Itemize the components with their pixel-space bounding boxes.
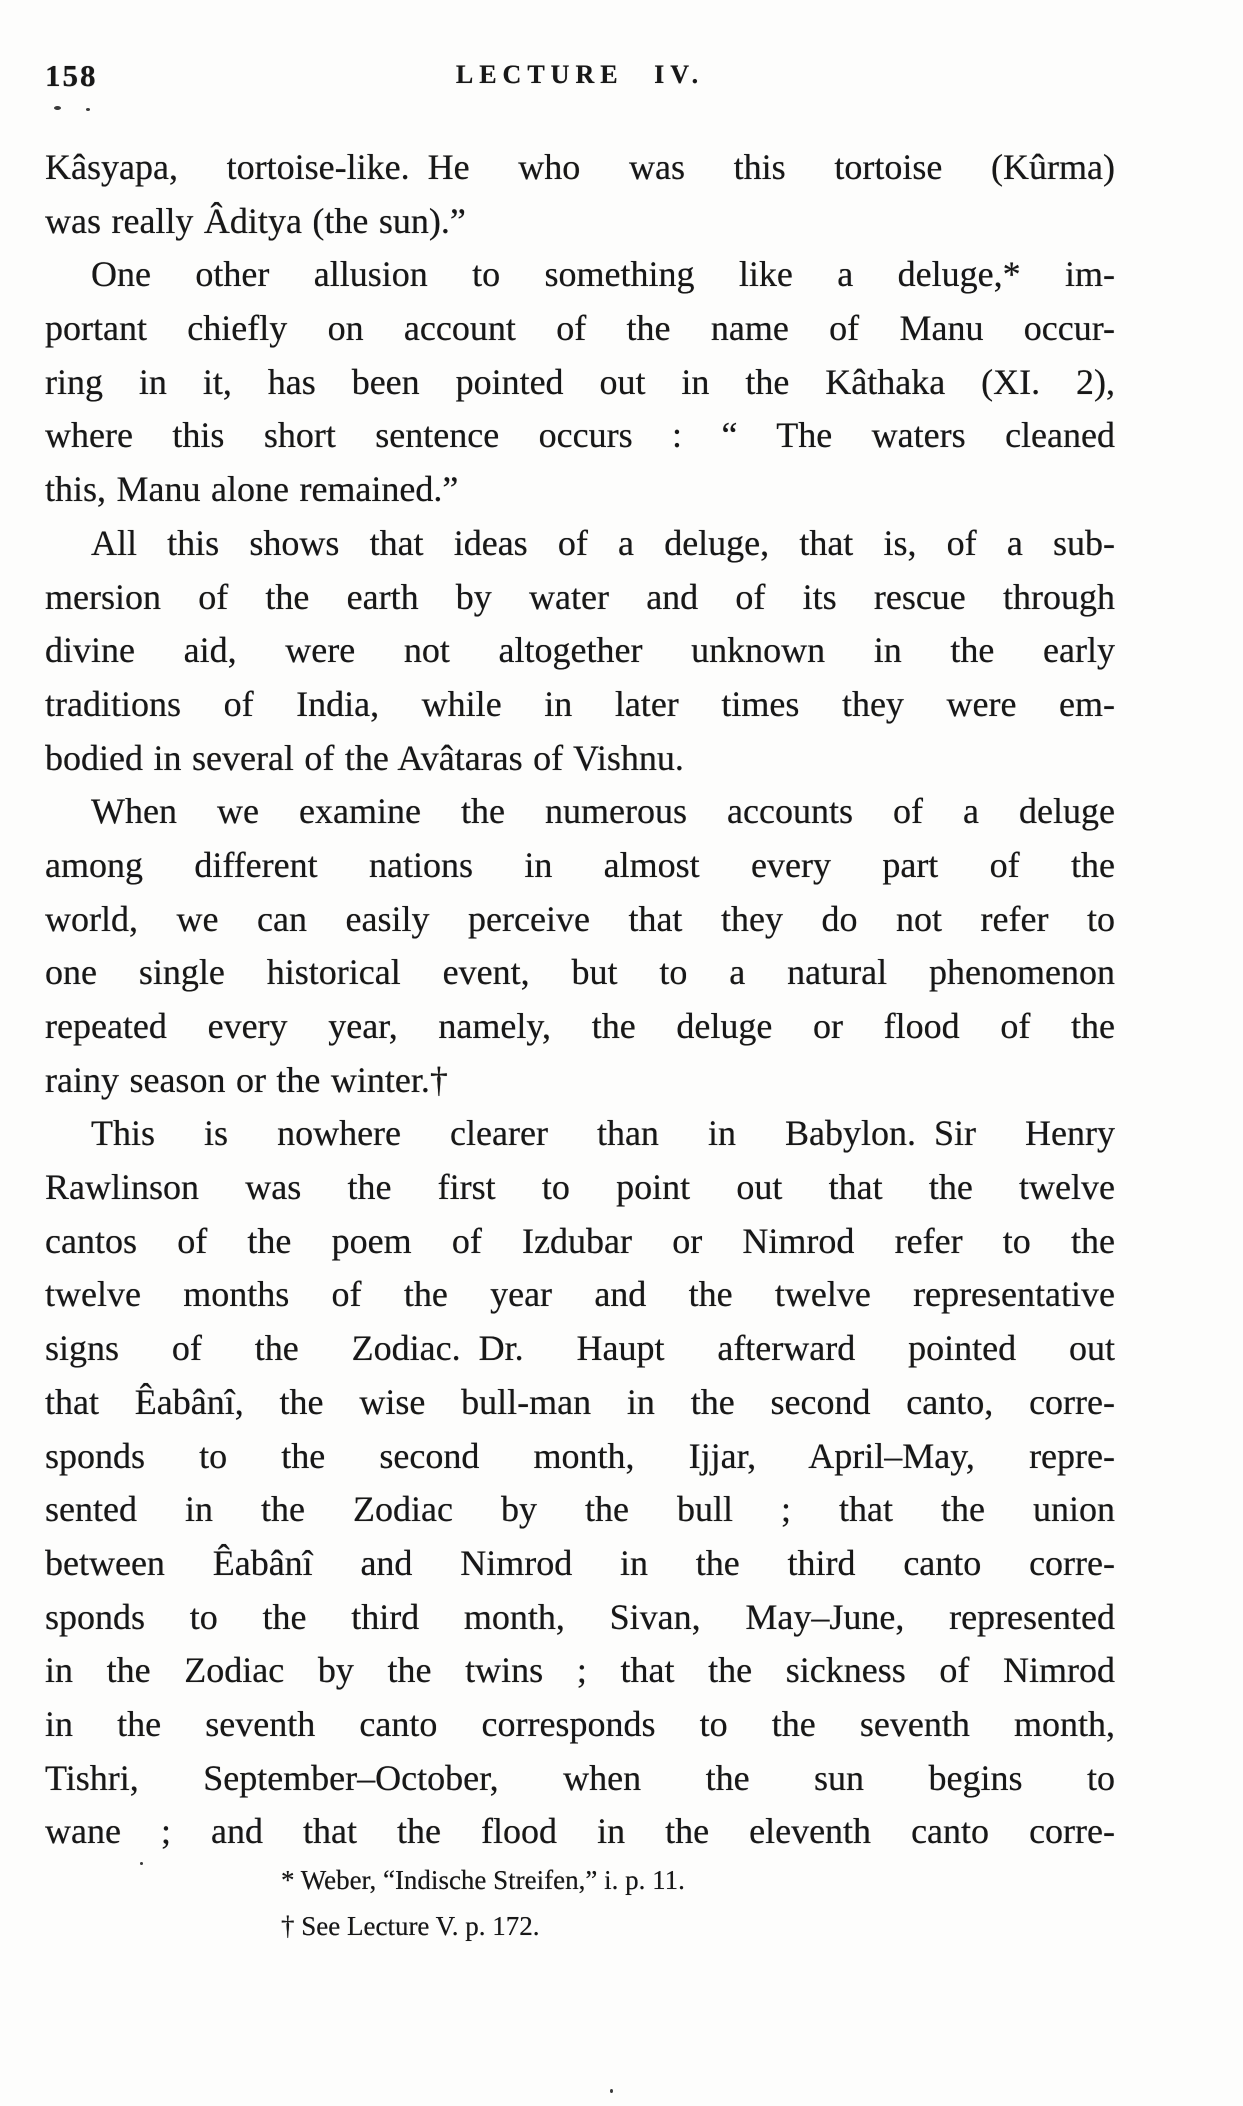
text-line: Tishri, September–October, when the sun begins to xyxy=(45,1757,1115,1798)
scan-speck xyxy=(54,106,61,110)
text-block xyxy=(45,141,1115,1859)
scan-speck xyxy=(86,108,90,111)
scan-speck xyxy=(610,2089,613,2093)
text-line: cantos of the poem of Izdubar or Nimrod refer to the xyxy=(45,1220,1115,1261)
text-line: sponds to the third month, Sivan, May–June, represented xyxy=(45,1596,1115,1637)
text-line: world, we can easily perceive that they do not refer to xyxy=(45,898,1115,939)
text-line: ring in it, has been pointed out in the Kâthaka (XI. 2), xyxy=(45,361,1115,402)
text-line: portant chiefly on account of the name of Manu occur- xyxy=(45,308,1115,349)
text-line: this, Manu alone remained.” xyxy=(45,469,459,510)
text-line: twelve months of the year and the twelve representative xyxy=(45,1274,1115,1315)
text-line: One other allusion to something like a deluge,* im- xyxy=(91,254,1115,295)
text-line: All this shows that ideas of a deluge, that is, of a sub- xyxy=(91,522,1115,563)
page-number: 158 xyxy=(45,58,98,93)
text-line: When we examine the numerous accounts of a deluge xyxy=(91,791,1115,832)
text-line: between Êabânî and Nimrod in the third canto corre- xyxy=(45,1542,1115,1583)
text-line: in the Zodiac by the twins ; that the sickness of Nimrod xyxy=(45,1650,1115,1691)
text-line: wane ; and that the flood in the eleventh canto corre- xyxy=(45,1811,1115,1852)
text-line: signs of the Zodiac. Dr. Haupt afterward pointed out xyxy=(45,1328,1115,1369)
text-line: divine aid, were not altogether unknown in the early xyxy=(45,630,1115,671)
text-line: one single historical event, but to a natural phenomenon xyxy=(45,952,1115,993)
footnote-weber: * Weber, “Indische Streifen,” i. p. 11. xyxy=(281,1865,685,1895)
text-line: This is nowhere clearer than in Babylon. Sir Henry xyxy=(91,1113,1115,1154)
footnotes xyxy=(281,1857,685,1949)
text-line: mersion of the earth by water and of its rescue through xyxy=(45,576,1115,617)
running-head: LECTURE IV. xyxy=(455,60,705,89)
text-line: where this short sentence occurs : “ The waters cleaned xyxy=(45,415,1115,456)
footnote-lecture: † See Lecture V. p. 172. xyxy=(281,1911,540,1941)
text-line: rainy season or the winter.† xyxy=(45,1059,448,1100)
text-line: that Êabânî, the wise bull-man in the second canto, corre- xyxy=(45,1381,1115,1422)
text-line: sponds to the second month, Ijjar, April–May, repre- xyxy=(45,1435,1115,1476)
text-line: sented in the Zodiac by the bull ; that the union xyxy=(45,1489,1115,1530)
text-line: was really Âditya (the sun).” xyxy=(45,200,466,241)
scan-speck xyxy=(140,1862,143,1865)
text-line: traditions of India, while in later times they were em- xyxy=(45,683,1115,724)
text-line: among different nations in almost every part of the xyxy=(45,844,1115,885)
text-line: repeated every year, namely, the deluge or flood of the xyxy=(45,1006,1115,1046)
text-line: Kâsyapa, tortoise-like. He who was this tortoise (Kûrma) xyxy=(45,147,1115,187)
text-line: bodied in several of the Avâtaras of Vishnu. xyxy=(45,737,684,778)
text-line: Rawlinson was the first to point out that the twelve xyxy=(45,1167,1115,1208)
text-line: in the seventh canto corresponds to the seventh month, xyxy=(45,1703,1115,1744)
page-header xyxy=(45,56,1115,98)
